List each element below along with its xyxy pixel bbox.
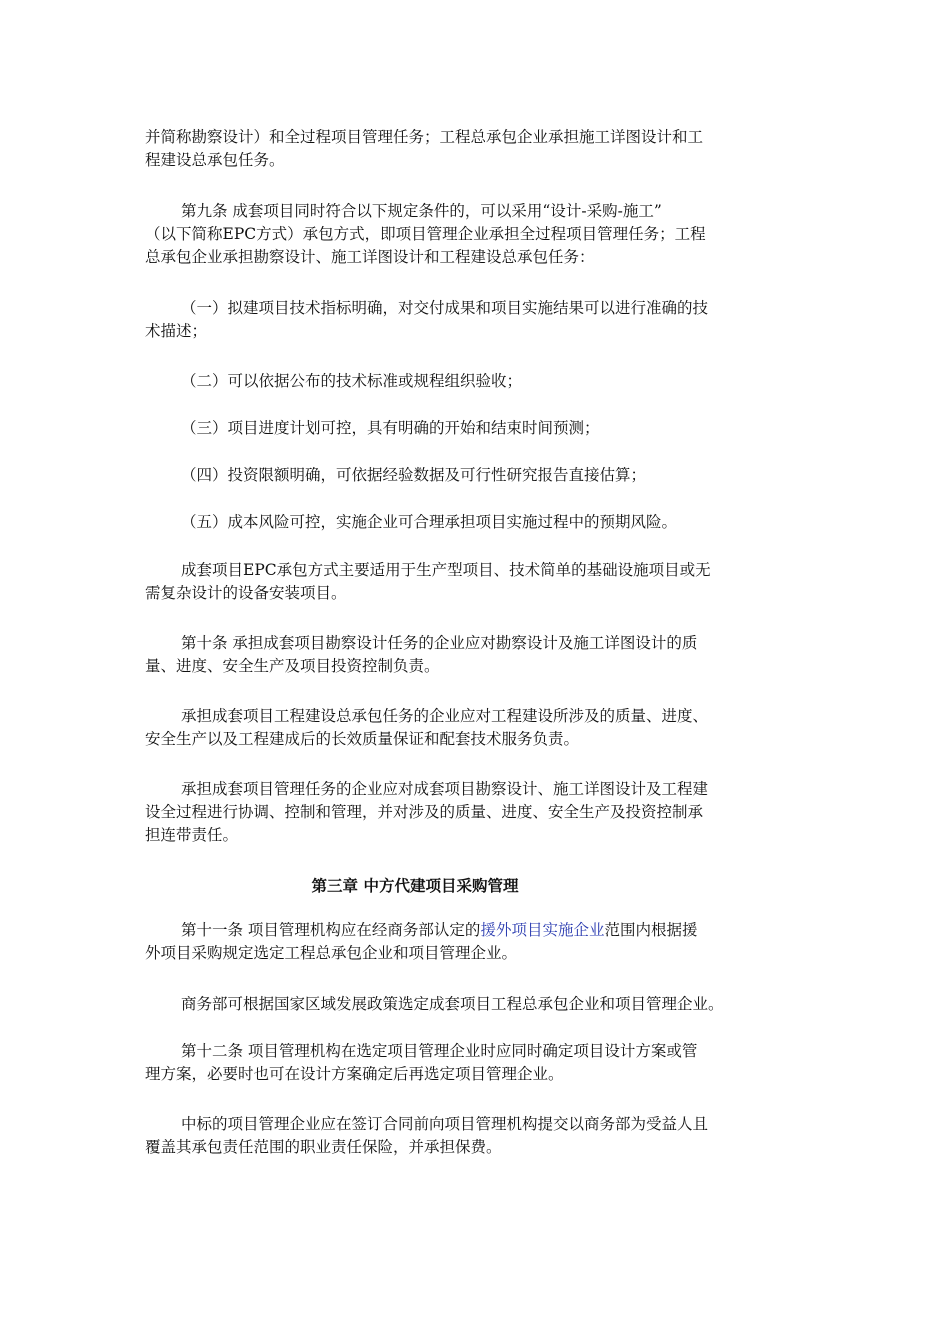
text-segment: 范围内根据援 (604, 921, 698, 939)
paragraph-ministry-selection (145, 993, 815, 1016)
text-line: 术描述； (145, 322, 208, 340)
paragraph-survey-design-tasks (145, 126, 815, 172)
text-line: （三）项目进度计划可控，具有明确的开始和结束时间预测； (181, 419, 600, 437)
paragraph-condition-2 (145, 370, 815, 393)
text-line: 总承包企业承担勘察设计、施工详图设计和工程建设总承包任务： (145, 248, 595, 266)
text-line: 承担成套项目工程建设总承包任务的企业应对工程建设所涉及的质量、进度、 (181, 707, 709, 725)
text-line: 量、进度、安全生产及项目投资控制负责。 (145, 657, 440, 675)
text-line: 商务部可根据国家区域发展政策选定成套项目工程总承包企业和项目管理企业。 (181, 995, 724, 1013)
text-line: 安全生产以及工程建成后的长效质量保证和配套技术服务负责。 (145, 730, 580, 748)
text-line: 第十条 承担成套项目勘察设计任务的企业应对勘察设计及施工详图设计的质 (181, 634, 698, 652)
paragraph-article-10 (145, 632, 815, 678)
paragraph-condition-4 (145, 464, 815, 487)
text-line: （四）投资限额明确，可依据经验数据及可行性研究报告直接估算； (181, 466, 647, 484)
paragraph-epc-scope (145, 559, 815, 605)
text-line: 中标的项目管理企业应在签订合同前向项目管理机构提交以商务部为受益人且 (181, 1115, 709, 1133)
text-line: （二）可以依据公布的技术标准或规程组织验收； (181, 372, 523, 390)
text-line: 成套项目EPC承包方式主要适用于生产型项目、技术简单的基础设施项目或无 (181, 561, 711, 579)
text-line: 外项目采购规定选定工程总承包企业和项目管理企业。 (145, 944, 518, 962)
text-segment: 第十一条 项目管理机构应在经商务部认定的 (181, 921, 481, 939)
text-line (145, 919, 815, 942)
paragraph-article-11 (145, 919, 815, 965)
aid-project-enterprise-link[interactable]: 援外项目实施企业 (480, 921, 605, 939)
text-line: 并简称勘察设计）和全过程项目管理任务；工程总承包企业承担施工详图设计和工 (145, 128, 704, 146)
text-line: （以下简称EPC方式）承包方式，即项目管理企业承担全过程项目管理任务；工程 (145, 225, 706, 243)
text-line: 设全过程进行协调、控制和管理，并对涉及的质量、进度、安全生产及投资控制承 (145, 803, 704, 821)
paragraph-condition-5 (145, 511, 815, 534)
text-line: 覆盖其承包责任范围的职业责任保险，并承担保费。 (145, 1138, 502, 1156)
text-line: （五）成本风险可控，实施企业可合理承担项目实施过程中的预期风险。 (181, 513, 678, 531)
paragraph-manager-responsibility (145, 778, 815, 847)
text-line: （一）拟建项目技术指标明确，对交付成果和项目实施结果可以进行准确的技 (181, 299, 709, 317)
paragraph-liability-insurance (145, 1113, 815, 1159)
text-line: 第十二条 项目管理机构在选定项目管理企业时应同时确定项目设计方案或管 (181, 1042, 698, 1060)
text-line: 程建设总承包任务。 (145, 151, 285, 169)
paragraph-condition-3 (145, 417, 815, 440)
paragraph-article-12 (145, 1040, 815, 1086)
paragraph-article-9 (145, 200, 815, 269)
text-line: 需复杂设计的设备安装项目。 (145, 584, 347, 602)
paragraph-contractor-responsibility (145, 705, 815, 751)
chapter-heading: 第三章 中方代建项目采购管理 (311, 876, 519, 895)
text-line: 第九条 成套项目同时符合以下规定条件的，可以采用“设计-采购-施工” (181, 202, 662, 220)
text-line: 承担成套项目管理任务的企业应对成套项目勘察设计、施工详图设计及工程建 (181, 780, 709, 798)
text-line: 担连带责任。 (145, 826, 239, 844)
text-line: 理方案，必要时也可在设计方案确定后再选定项目管理企业。 (145, 1065, 564, 1083)
paragraph-condition-1 (145, 297, 815, 343)
